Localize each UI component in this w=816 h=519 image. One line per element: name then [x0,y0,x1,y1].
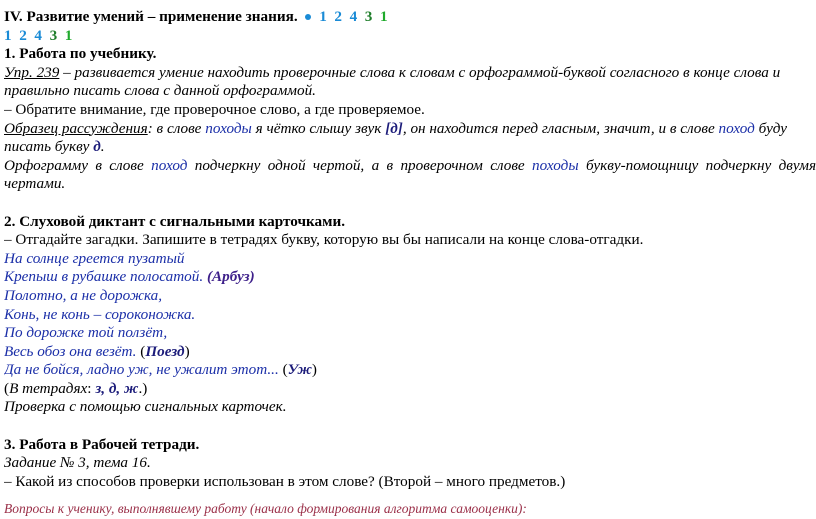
word-pohod: поход [151,156,188,174]
paren: ) [184,342,190,360]
spacer [4,194,816,213]
word-pohod: поход [718,119,755,137]
marker-2: 2 [334,8,343,25]
word-pohody: походы [532,156,579,174]
ortho-line-1 [4,157,816,176]
check-line: Проверка с помощью сигнальных карточек. [4,398,287,416]
sample-text: писать букву [4,138,94,156]
paren: ( [282,361,288,379]
exercise-line-2: правильно писать слова с данной орфограммой. [4,82,316,100]
dictation-task: – Отгадайте загадки. Запишите в тетрадях букву, которую вы бы написали на конце слова-отгадки. [4,231,644,249]
sample-text: буду [754,119,788,137]
riddle-answer: Уж [287,361,312,379]
ortho-text: подчеркну одной чертой, а в проверочном слове [187,156,533,174]
riddle-line: Конь, не конь – сороконожка. [4,305,196,323]
word-pohody: походы [205,119,252,137]
colon: : [87,379,96,397]
riddle-line [4,343,816,362]
marker-1b: 1 [64,26,73,44]
notebook-letters: з, д, ж [95,379,139,397]
ortho-line-2: чертами. [4,175,66,193]
section1-heading: 1. Работа по учебнику. [4,45,157,63]
sound-d: [д] [385,119,403,137]
marker-2: 2 [19,26,27,44]
marker-4: 4 [34,26,42,44]
ortho-text: Орфограмму в слове [4,156,152,174]
riddle-line: По дорожке той ползёт, [4,324,168,342]
sample-text: , он находится перед гласным, значит, и в слове [402,119,719,137]
notebook-label: В тетрадях [9,379,88,397]
marker-row [4,27,816,46]
sample-line-1 [4,120,816,139]
marker-4: 4 [349,8,358,25]
ortho-text: букву-помощницу подчеркну двумя [578,156,816,174]
marker-1: 1 [319,8,327,25]
exercise-desc: – развивается умение находить проверочные слова к словам с орфограммой-буквой согласного в конце слова и [59,63,781,81]
section-title: IV. Развитие умений – применение знания. [4,8,298,25]
riddle-answer: (Арбуз) [206,268,255,286]
sample-text: : в слове [147,119,206,137]
riddle-line [4,361,816,380]
document-page [4,8,816,519]
riddle-line [4,268,816,287]
riddle-text: Да не бойся, ладно уж, не ужалит этот... [4,361,279,379]
section-title-line [4,8,816,27]
workbook-question: – Какой из способов проверки использован в этом слове? (Второй – много предметов.) [4,472,566,490]
riddle-line: Полотно, а не дорожка, [4,286,163,304]
marker-1b: 1 [379,8,388,25]
marker-1: 1 [4,26,12,44]
spacer [4,417,816,436]
sample-line-2 [4,138,816,157]
marker-3: 3 [49,26,58,44]
paren: ( [4,379,10,397]
riddle-answer: Поезд [145,342,185,360]
riddle-line: На солнце греется пузатый [4,249,185,267]
paren: ( [140,342,146,360]
paren: ) [311,361,317,379]
riddle-text: Весь обоз она везёт. [4,342,137,360]
section2-heading: 2. Слуховой диктант с сигнальными карточками. [4,212,346,230]
sample-text: . [100,138,105,156]
footer-note: Вопросы к ученику, выполнявшему работу (начало формирования алгоритма самооценки): [4,501,527,517]
paren: .) [138,379,148,397]
marker-3: 3 [364,8,373,25]
sample-label: Образец рассуждения [4,119,148,137]
exercise-ref: Упр. 239 [4,63,60,81]
spacer [4,491,816,500]
riddle-text: Крепыш в рубашке полосатой. [4,268,204,286]
letter-d: д [93,138,101,156]
section3-heading: 3. Работа в Рабочей тетради. [4,435,200,453]
notebook-line [4,380,816,399]
exercise-line-1 [4,64,816,83]
sample-text: я чётко слышу звук [251,119,386,137]
note-line: – Обратите внимание, где проверочное слово, а где проверяемое. [4,100,425,118]
bullet-dot-icon [305,14,311,20]
workbook-task: Задание № 3, тема 16. [4,454,151,472]
